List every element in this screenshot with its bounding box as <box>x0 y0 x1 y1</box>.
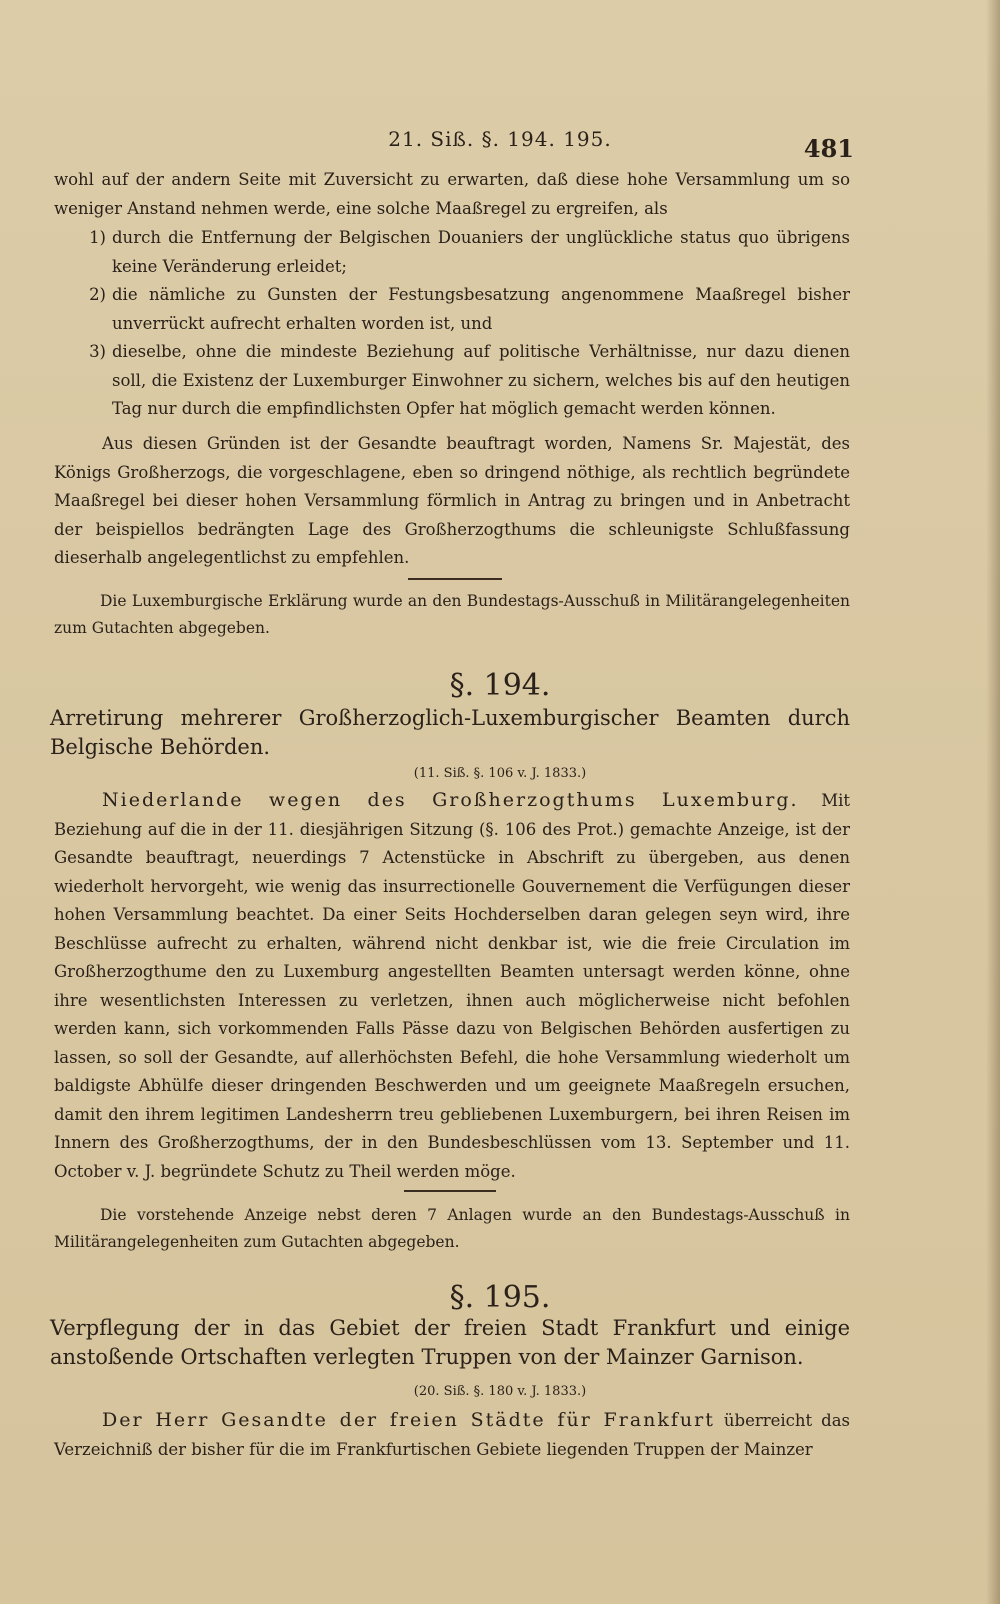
running-head: 21. Siß. §. 194. 195. <box>388 127 612 151</box>
section-title: Verpflegung der in das Gebiet der freien Stadt Frankfurt und einige anstoßende Ortschaften verlegten Truppen von der Mainzer Garnison. <box>50 1316 850 1369</box>
section-title: Arretirung mehrerer Großherzoglich-Luxemburgischer Beamten durch Belgische Behörden. <box>50 706 850 759</box>
numbered-list <box>54 224 850 424</box>
section-number: §. 195. <box>449 1280 551 1315</box>
list-item-number: 1) <box>89 228 106 247</box>
body-text: Mit Beziehung auf die in der 11. diesjährigen Sitzung (§. 106 des Prot.) gemachte Anzeige, ist der Gesandte beauftragt, neuerdings 7 Actenstücke in Abschrift zu übergeben, aus denen wiederholt hervorgeht, wie wenig das insurrectionelle Gouvernement die Verfügungen dieser hohen Versammlung beachtet. Da einer Seits Hochderselben daran gelegen seyn wird, ihre Beschlüsse aufrecht zu erhalten, während nicht denkbar ist, wie die freie Circulation im Großherzogthume den zu Luxemburg angestellten Beamten untersagt werden könne, ohne ihre wesentlichsten Interessen zu verletzen, ihnen auch möglicherweise nicht befohlen werden kann, sich vorkommenden Falls Pässe dazu von Belgischen Behörden ausfertigen zu lassen, so soll der Gesandte, auf allerhöchsten Befehl, die hohe Versammlung wiederholt um baldigste Abhülfe dieser dringenden Beschwerden und um geeignete Maaßregeln ersuchen, damit den ihrem legitimen Landesherrn treu gebliebenen Luxemburgern, bei ihren Reisen im Innern des Großherzogthums, der in den Bundesbeschlüssen vom 13. September und 11. October v. J. begründete Schutz zu Theil werden möge. <box>54 791 850 1181</box>
editorial-note <box>54 1202 850 1256</box>
closing-paragraph <box>54 430 850 573</box>
note-text: Die Luxemburgische Erklärung wurde an den Bundestags-Ausschuß in Militärangelegenheiten zum Gutachten abgegeben. <box>54 592 850 637</box>
section-divider <box>404 1190 496 1192</box>
continuation-paragraph <box>54 166 850 223</box>
section-citation: (20. Siß. §. 180 v. J. 1833.) <box>413 1384 587 1399</box>
note-text: Die vorstehende Anzeige nebst deren 7 Anlagen wurde an den Bundestags-Ausschuß in Militärangelegenheiten zum Gutachten abgegeben. <box>54 1206 850 1251</box>
list-item-number: 2) <box>89 285 106 304</box>
section-body <box>54 1406 850 1464</box>
section-paragraph <box>54 1406 850 1464</box>
section-citation: (11. Siß. §. 106 v. J. 1833.) <box>413 766 587 781</box>
list-item-number: 3) <box>89 342 106 361</box>
list-item <box>54 281 850 338</box>
section-body <box>54 786 850 1186</box>
body-text: überreicht das Verzeichniß der bisher für die im Frankfurtischen Gebiete liegenden Truppen der Mainzer <box>54 1411 851 1459</box>
list-item <box>54 338 850 424</box>
list-item <box>54 224 850 281</box>
section-number: §. 194. <box>449 668 551 703</box>
section-paragraph <box>54 786 850 1186</box>
closing-text: Aus diesen Gründen ist der Gesandte beauftragt worden, Namens Sr. Majestät, des Königs Großherzogs, die vorgeschlagene, eben so dringend nöthige, als rechtlich begründete Maaßregel bei dieser hohen Versammlung förmlich in Antrag zu bringen und in Anbetracht der beispiellos bedrängten Lage des Großherzogthums die schleunigste Schlußfassung dieserhalb angelegentlichst zu empfehlen. <box>54 434 850 567</box>
list-item-text: dieselbe, ohne die mindeste Beziehung auf politische Verhältnisse, nur dazu dienen soll, die Existenz der Luxemburger Einwohner zu sichern, welches bis auf den heutigen Tag nur durch die empfindlichsten Opfer hat möglich gemacht werden können. <box>112 342 850 418</box>
intro-text: wohl auf der andern Seite mit Zuversicht zu erwarten, daß diese hohe Versammlung um so weniger Anstand nehmen werde, eine solche Maaßregel zu ergreifen, als <box>54 170 850 218</box>
section-divider <box>408 578 502 580</box>
page-edge-shadow <box>986 0 1000 1604</box>
lead-in: Der Herr Gesandte der freien Städte für Frankfurt <box>102 1409 715 1431</box>
editorial-note <box>54 588 850 642</box>
lead-in: Niederlande wegen des Großherzogthums Luxemburg. <box>102 789 799 811</box>
list-item-text: durch die Entfernung der Belgischen Douaniers der unglückliche status quo übrigens keine Veränderung erleidet; <box>112 228 850 276</box>
page-number: 481 <box>803 134 854 163</box>
list-item-text: die nämliche zu Gunsten der Festungsbesatzung angenommene Maaßregel bisher unverrückt aufrecht erhalten worden ist, und <box>112 285 850 333</box>
